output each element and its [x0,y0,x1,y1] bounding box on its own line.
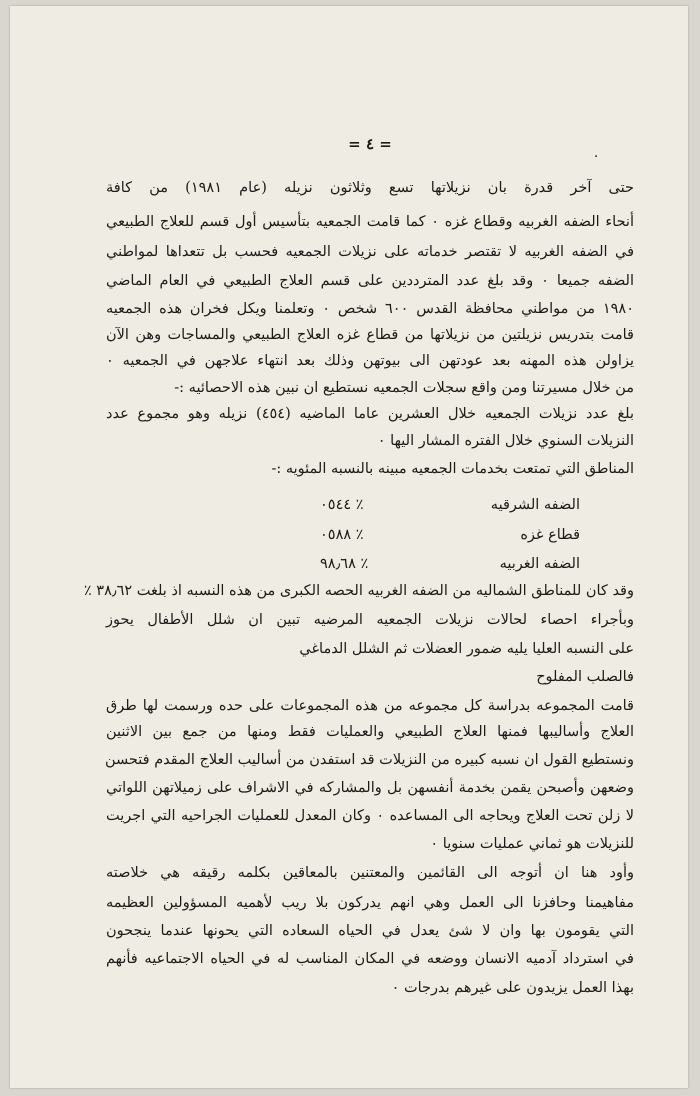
text-line-7: يزاولن هذه المهنه بعد عودتهن الى بيوتهن وذلك بعد انتهاء علاجهن في الجمعيه ٠ [106,353,634,369]
text-line-16: قامت المجموعه بدراسة كل مجموعه من هذه المجموعات على حده ورسمت لها طرق [106,698,634,714]
stat-percent-east-bank: ٠٥٤٤ ٪ [320,497,364,513]
text-line-1: حتى آخر قدرة بان نزيلاتها تسع وثلاثون نزيله (عام ١٩٨١) من كافة [106,180,634,196]
text-line-10: النزيلات السنوي خلال الفتره المشار اليها ٠ [377,433,634,449]
corner-dot: . [594,146,599,161]
text-line-6: قامت بتدريس نزيلتين من نزيلاتها من قطاع غزه العلاج الطبيعي والمساجات وهن الآن [106,327,634,343]
text-line-24: التي يقومون بها وان لا شئ يعدل في الحياه السعاده التي يحونها عندما ينجحون [106,923,634,939]
stat-region-east-bank: الضفه الشرقيه [490,497,580,513]
text-line-22: وأود هنا ان أتوجه الى القائمين والمعتنين بالمعاقين بكلمه رقيقه هي خلاصته [106,865,634,881]
text-line-9: بلغ عدد نزيلات الجمعيه خلال العشرين عاما الماضيه (٤٥٤) نزيله وهو مجموع عدد [106,406,634,422]
page-number: = ٤ = [348,135,392,153]
text-line-11: المناطق التي تمتعت بخدمات الجمعيه مبينه بالنسبه المئويه :- [271,461,634,477]
text-line-21: للنزيلات هو ثماني عمليات سنويا ٠ [430,836,634,852]
text-line-23: مفاهيمنا وحافزنا الى العمل وهي انهم يدركون بلا ريب لأهميه المسؤولين العظيمه [106,895,634,911]
text-line-5: ١٩٨٠ من مواطني محافظة القدس ٦٠٠ شخص ٠ وتعلمنا ويكل فخران هذه الجمعيه [106,301,634,317]
text-line-2: أنحاء الضفه الغربيه وقطاع غزه ٠ كما قامت الجمعيه بتأسيس أول قسم للعلاج الطبيعي [106,214,634,230]
text-line-26: بهذا العمل يزيدون على غيرهم بدرجات ٠ [391,980,634,996]
stat-percent-west-bank: ٩٨٫٦٨ ٪ [320,556,369,572]
text-line-17: العلاج وأساليبها فمنها العلاج الطبيعي والعمليات فقط ومنها من جمع بين الاثنين [106,724,634,740]
text-line-19: وضعهن وأصبحن يقمن بخدمة أنفسهن بل والمشاركه في الاشراف على زميلاتهن اللواتي [106,780,634,796]
stat-region-west-bank: الضفه الغربيه [499,556,580,572]
text-line-8: من خلال مسيرتنا ومن واقع سجلات الجمعيه نستطيع ان نبين هذه الاحصائيه :- [174,380,634,396]
stat-percent-gaza: ٠٥٨٨ ٪ [320,527,364,543]
text-line-20: لا زلن تحت العلاج ويحاجه الى المساعده ٠ وكان المعدل للعمليات الجراحيه التي اجريت [106,808,634,824]
text-line-18: ونستطيع القول ان نسبه كبيره من النزيلات قد استفدن من أساليب العلاج المقدم فتحسن [104,752,634,768]
text-line-25: في استرداد آدميه الانسان ووضعه في المكان المناسب له في الحياه الاجتماعيه فأنهم [106,951,634,967]
text-line-4: الضفه جميعا ٠ وقد بلغ عدد المترددين على قسم العلاج الطبيعي في العام الماضي [106,273,634,289]
text-line-3: في الضفه الغربيه لا تقتصر خدماته على نزيلات الجمعيه فحسب بل تتعداها لمواطني [106,244,634,260]
text-line-12: وقد كان للمناطق الشماليه من الضفه الغربيه الحصه الكبرى من هذه النسبه اذ بلغت ٣٨٫٦٢ ٪ [83,583,634,599]
text-line-13: وبأجراء احصاء لحالات نزيلات الجمعيه المرضيه تبين ان شلل الأطفال يحوز [106,612,634,628]
text-line-15: فالصلب المفلوح [536,669,634,685]
page-content [83,6,634,1088]
stat-region-gaza: قطاع غزه [520,527,580,543]
text-line-14: على النسبه العليا يليه ضمور العضلات ثم الشلل الدماغي [299,641,634,657]
document-page [10,6,688,1088]
